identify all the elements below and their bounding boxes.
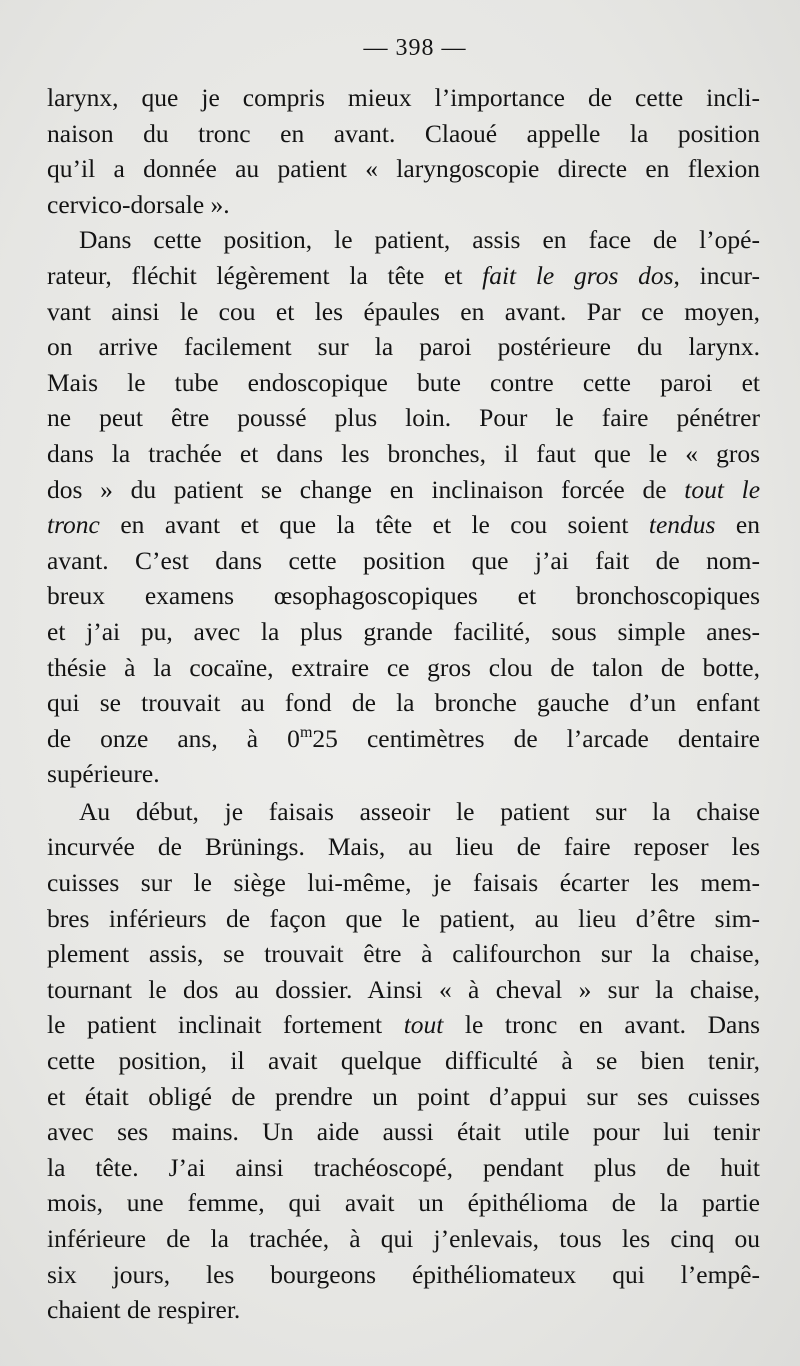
text-line: naison du tronc en avant. Claoué appelle la position bbox=[47, 118, 760, 148]
text-run: , incur- bbox=[673, 260, 760, 290]
text-line: breux examens œsophagoscopiques et bronchoscopiques bbox=[47, 581, 760, 611]
paragraph-2 bbox=[47, 222, 760, 792]
text-line: supérieure. bbox=[47, 759, 160, 789]
text-line: la tête. J’ai ainsi trachéoscopé, pendant plus de huit bbox=[47, 1152, 760, 1182]
text-run: dos » du patient se change en inclinaison forcée de bbox=[47, 474, 685, 504]
text-line: tournant le dos au dossier. Ainsi « à cheval » sur la chaise, bbox=[47, 974, 760, 1004]
text-line: six jours, les bourgeons épithéliomateux qui l’empê- bbox=[47, 1259, 760, 1289]
text-run: en avant et que la tête et le cou soient bbox=[99, 510, 649, 540]
text-line: on arrive facilement sur la paroi postérieure du larynx. bbox=[47, 332, 760, 362]
text-line: thésie à la cocaïne, extraire ce gros clou de talon de botte, bbox=[47, 652, 760, 682]
italic-text: tronc bbox=[47, 510, 100, 540]
body-text bbox=[47, 80, 760, 1328]
italic-text: tout le bbox=[684, 474, 761, 504]
text-line: Dans cette position, le patient, assis en face de l’opé- bbox=[79, 225, 760, 255]
text-line bbox=[47, 507, 760, 543]
text-line: et était obligé de prendre un point d’appui sur ses cuisses bbox=[47, 1081, 760, 1111]
text-run: de onze ans, à 0 bbox=[47, 723, 300, 753]
italic-text: tout bbox=[403, 1010, 444, 1040]
text-run: rateur, fléchit légèrement la tête et bbox=[47, 260, 483, 290]
text-line: mois, une femme, qui avait un épithélioma de la partie bbox=[47, 1188, 760, 1218]
italic-text: tendus bbox=[648, 510, 716, 540]
text-line bbox=[47, 721, 760, 757]
text-line: ne peut être poussé plus loin. Pour le faire pénétrer bbox=[47, 403, 760, 433]
text-line: avant. C’est dans cette position que j’ai fait de nom- bbox=[47, 545, 760, 575]
text-line: avec ses mains. Un aide aussi était utile pour lui tenir bbox=[47, 1117, 760, 1147]
text-line: et j’ai pu, avec la plus grande facilité, sous simple anes- bbox=[47, 616, 760, 646]
text-line bbox=[47, 1007, 760, 1043]
paragraph-1 bbox=[47, 80, 760, 222]
text-line: cette position, il avait quelque difficulté à se bien tenir, bbox=[47, 1046, 760, 1076]
text-line bbox=[47, 258, 760, 294]
text-run: le patient inclinait fortement bbox=[47, 1010, 404, 1040]
superscript: m bbox=[299, 723, 313, 741]
text-line: bres inférieurs de façon que le patient, au lieu d’être sim- bbox=[47, 903, 760, 933]
text-line: plement assis, se trouvait être à califourchon sur la chaise, bbox=[47, 939, 760, 969]
text-line bbox=[47, 472, 760, 508]
text-line: Mais le tube endoscopique bute contre cette paroi et bbox=[47, 367, 760, 397]
text-line: cuisses sur le siège lui-même, je faisais écarter les mem- bbox=[47, 868, 760, 898]
text-line: larynx, que je compris mieux l’importance de cette incli- bbox=[47, 83, 760, 112]
italic-text: fait le gros dos bbox=[482, 260, 674, 290]
text-run: 25 centimètres de l’arcade dentaire bbox=[312, 723, 760, 753]
text-line: Au début, je faisais asseoir le patient sur la chaise bbox=[79, 796, 760, 826]
text-run: en bbox=[715, 510, 760, 540]
text-line: vant ainsi le cou et les épaules en avant. Par ce moyen, bbox=[47, 296, 760, 326]
paragraph-3 bbox=[47, 794, 760, 1328]
text-line: cervico-dorsale ». bbox=[47, 189, 230, 219]
text-line: incurvée de Brünings. Mais, au lieu de faire reposer les bbox=[47, 832, 760, 862]
text-line: dans la trachée et dans les bronches, il faut que le « gros bbox=[47, 438, 760, 468]
text-line: inférieure de la trachée, à qui j’enlevais, tous les cinq ou bbox=[47, 1224, 760, 1253]
text-run: le tronc en avant. Dans bbox=[443, 1010, 760, 1040]
page-number: — 398 — bbox=[363, 35, 467, 61]
text-line: qu’il a donnée au patient « laryngoscopie directe en flexion bbox=[47, 154, 760, 184]
text-line: chaient de respirer. bbox=[47, 1295, 241, 1325]
text-line: qui se trouvait au fond de la bronche gauche d’un enfant bbox=[47, 688, 760, 718]
